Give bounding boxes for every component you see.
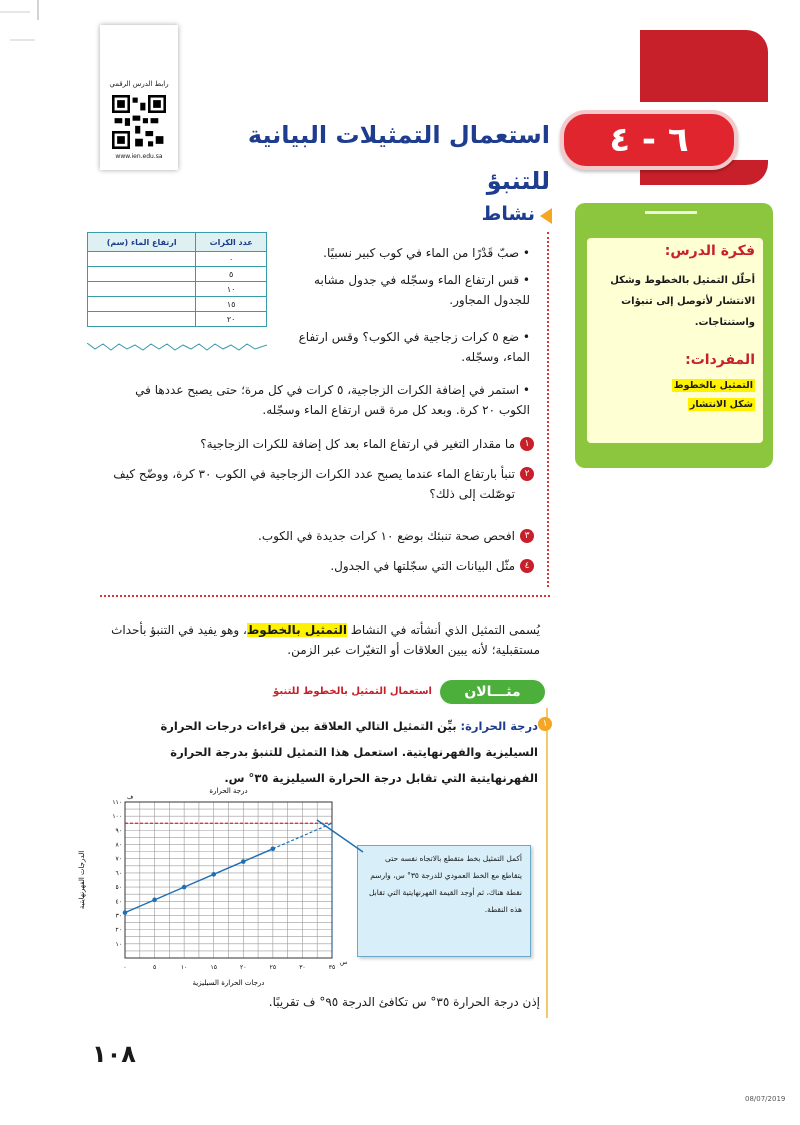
- y-tick-label: ١٠٠: [112, 813, 122, 821]
- activity-question: افحص صحة تنبئك بوضع ١٠ كرات جديدة في الكوب.: [258, 529, 515, 543]
- activity-step: • قس ارتفاع الماء وسجّله في جدول مشابه للجدول المجاور.: [314, 273, 530, 307]
- table-row: ١٠: [88, 282, 267, 297]
- table-row: ١٥: [88, 297, 267, 312]
- x-tick-label: ٢٠: [240, 964, 247, 971]
- examples-subtitle: استعمال التمثيل بالخطوط للتنبؤ: [273, 686, 432, 697]
- data-point: [271, 847, 276, 852]
- activity-question: ما مقدار التغير في ارتفاع الماء بعد كل إضافة للكرات الزجاجية؟: [200, 437, 515, 451]
- example-conclusion: إذن درجة الحرارة ٣٥° س تكافئ الدرجة ٩٥° ف تقريبًا.: [268, 995, 540, 1009]
- qr-code-icon[interactable]: [112, 95, 166, 149]
- activity-step: • استمر في إضافة الكرات الزجاجية، ٥ كرات في كل مرة؛ حتى يصبح عددها في الكوب ٢٠ كرة. وبعد كل مرة قس ارتفاع الماء وسجّله.: [135, 383, 530, 417]
- scan-date: 08/07/2019: [745, 1095, 786, 1103]
- table-torn-edge: [87, 343, 267, 353]
- highlighted-term: التمثيل بالخطوط: [246, 623, 347, 637]
- data-point: [241, 859, 246, 864]
- y-tick-label: ٦٠: [115, 869, 122, 877]
- sidebar-panel: [587, 238, 763, 443]
- x-tick-label: ٥: [152, 964, 157, 971]
- data-point: [182, 885, 187, 890]
- y-tick-label: ٩٠: [115, 827, 122, 835]
- vocab-heading: المفردات:: [685, 352, 755, 368]
- x-tick-label: ١٠: [180, 964, 188, 971]
- table-header: ارتفاع الماء (سم): [88, 233, 196, 252]
- temperature-line-chart: [70, 780, 350, 995]
- lesson-title: استعمال التمثيلات البيانية للتنبؤ: [247, 121, 550, 195]
- question-number: ١: [520, 437, 534, 451]
- lesson-idea-heading: فكرة الدرس:: [664, 243, 755, 259]
- qr-url: www.ien.edu.sa: [115, 153, 163, 160]
- table-row: ٠: [88, 252, 267, 267]
- lesson-idea-text: أحلّل التمثيل بالخطوط وشكل الانتشار لأتوصل إلى تنبؤات واستنتاجات.: [610, 275, 755, 328]
- examples-badge: مثـــالان: [440, 680, 545, 704]
- data-point: [152, 898, 157, 903]
- activity-question: تنبأ بارتفاع الماء عندما يصبح عدد الكرات الزجاجية في الكوب ٣٠ كرة، ووضّح كيف توصّلت إلى ذلك؟: [113, 467, 515, 501]
- y-tick-label: ١١٠: [112, 799, 122, 806]
- corner-mark: [0, 0, 45, 45]
- qr-label: رابط الدرس الرقمي: [109, 80, 169, 88]
- x-tick-label: ٣٠: [299, 964, 306, 971]
- activity-heading: نشاط: [481, 203, 535, 225]
- y-tick-label: ٥٠: [115, 884, 122, 892]
- activity-border: [547, 232, 549, 587]
- activity-arrow-icon: [540, 208, 552, 224]
- y-tick-label: ١٠: [115, 940, 122, 948]
- lesson-number: ٦ - ٤: [609, 120, 689, 160]
- example-margin-line: [546, 708, 548, 1018]
- page-number: ١٠٨: [92, 1040, 136, 1068]
- y-tick-label: ٧٠: [115, 855, 122, 863]
- chart-title: درجة الحرارة: [209, 787, 248, 795]
- hint-callout-text: أكمل التمثيل بخط متقطع بالاتجاه نفسه حتى يتقاطع مع الخط العمودي للدرجة ٣٥° س، وارسم نقطة هناك، ثم أوجد القيمة الفهرنهايتية التي تقابل هذه النقطة.: [368, 854, 522, 914]
- x-unit-label: س: [340, 959, 348, 966]
- activity-question: مثّل البيانات التي سجّلتها في الجدول.: [330, 559, 515, 573]
- example-lead: درجة الحرارة:: [460, 719, 538, 733]
- y-axis-label: الدرجات الفهرنهايتية: [78, 850, 86, 910]
- activity-step: • ضع ٥ كرات زجاجية في الكوب؟ وقس ارتفاع الماء، وسجّله.: [298, 330, 530, 364]
- x-tick-label: ٣٥: [328, 964, 336, 971]
- vocab-item[interactable]: شكل الانتشار: [689, 399, 753, 410]
- example-text: درجة الحرارة: بيِّن التمثيل التالي العلاقة بين قراءات درجات الحرارة السيليزية والفهرنهايتية. استعمل هذا التمثيل للتنبؤ بدرجة الحرارة الفهرنهايتية التي تقابل درجة الحرارة السيليزية ٣٥° س.: [160, 719, 538, 785]
- example-number: ١: [538, 717, 552, 731]
- y-tick-label: ٤٠: [115, 898, 122, 906]
- x-axis-label: درجات الحرارة السيليزية: [192, 979, 265, 987]
- data-point: [211, 872, 216, 877]
- activity-step: • صبّ قَدْرًا من الماء في كوب كبير نسبيًا.: [323, 246, 530, 260]
- y-unit-label: ف: [127, 794, 134, 801]
- table-row: ٥: [88, 267, 267, 282]
- line-graph-definition: يُسمى التمثيل الذي أنشأته في النشاط التمثيل بالخطوط، وهو يفيد في التنبؤ بأحداث مستقبلية؛ لأنه يبين العلاقات أو التغيّرات عبر الزمن.: [111, 623, 540, 657]
- x-tick-label: ٢٥: [269, 964, 277, 971]
- y-tick-label: ٨٠: [115, 841, 122, 849]
- lesson-number-badge: [560, 110, 738, 170]
- vocab-item[interactable]: التمثيل بالخطوط: [673, 380, 753, 391]
- section-divider: [100, 595, 550, 597]
- data-point: [123, 910, 128, 915]
- sidebar-tab-mark: [645, 211, 697, 224]
- question-number: ٢: [520, 467, 534, 481]
- x-tick-label: ٠: [123, 964, 127, 971]
- y-tick-label: ٢٠: [115, 926, 122, 934]
- question-number: ٣: [520, 529, 534, 543]
- y-tick-label: ٣٠: [115, 912, 122, 920]
- water-height-table: [87, 232, 267, 327]
- question-number: ٤: [520, 559, 534, 573]
- callout-pointer: [315, 818, 365, 858]
- vocab-list: [595, 380, 755, 410]
- x-tick-label: ١٥: [210, 964, 217, 971]
- table-row: ٢٠: [88, 312, 267, 327]
- table-header: عدد الكرات: [196, 233, 267, 252]
